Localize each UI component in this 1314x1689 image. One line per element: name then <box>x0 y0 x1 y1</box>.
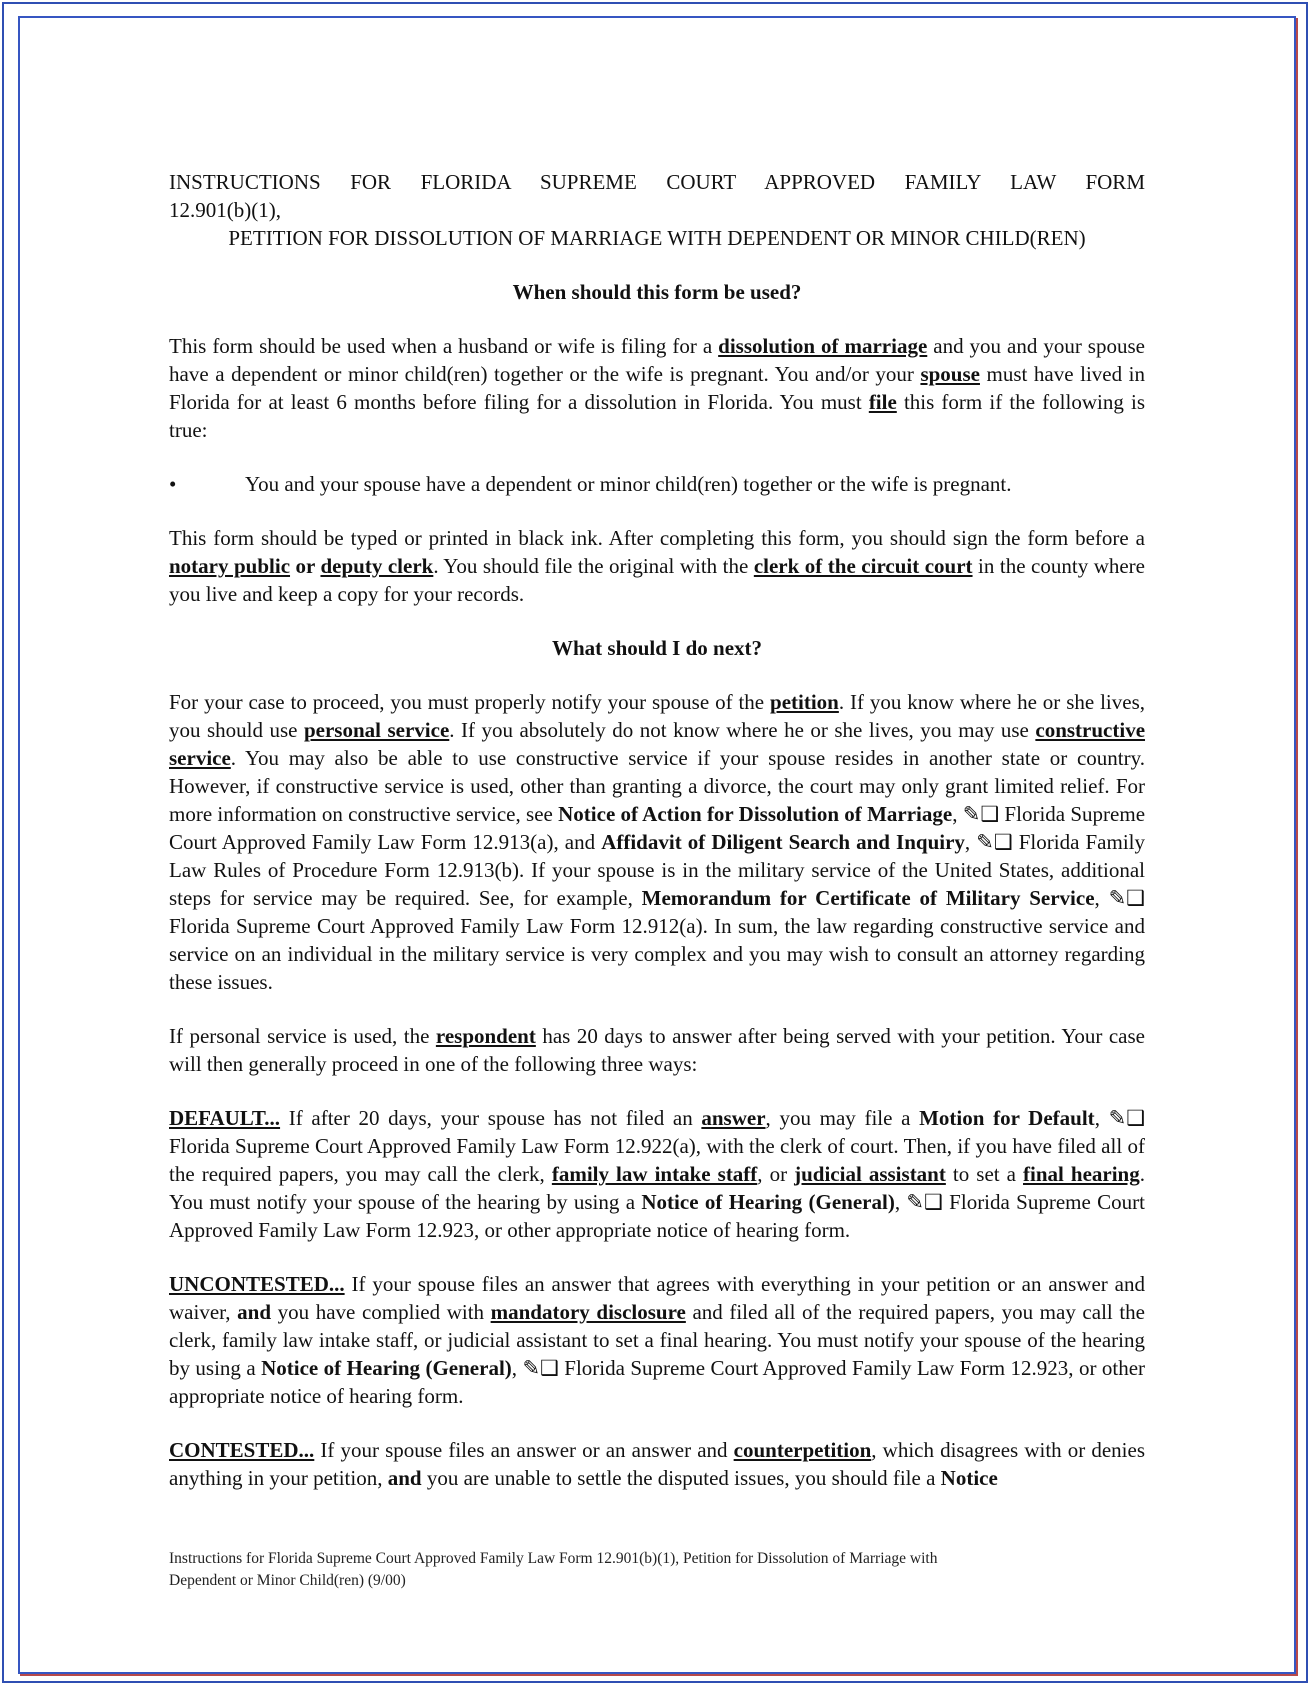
form-name-memorandum: Memorandum for Certificate of Military Service <box>641 886 1095 910</box>
title-line-3: PETITION FOR DISSOLUTION OF MARRIAGE WITH DEPENDENT OR MINOR CHILD(REN) <box>228 226 1086 250</box>
section-heading-when: When should this form be used? <box>512 280 802 304</box>
footer-line-1: Instructions for Florida Supreme Court Approved Family Law Form 12.901(b)(1), Petition for Dissolution of Marriage with <box>169 1550 938 1567</box>
term-file[interactable]: file <box>868 390 897 414</box>
bullet-dot: • <box>169 472 177 496</box>
term-respondent[interactable]: respondent <box>435 1024 536 1048</box>
title-line-1: INSTRUCTIONS FOR FLORIDA SUPREME COURT APPROVED FAMILY LAW FORM <box>169 170 1145 194</box>
document-title <box>169 168 1145 252</box>
term-deputy-clerk[interactable]: deputy clerk <box>320 554 434 578</box>
term-personal-service[interactable]: personal service <box>303 718 450 742</box>
label-uncontested: UNCONTESTED... <box>169 1272 345 1296</box>
paragraph-uncontested: UNCONTESTED... If your spouse files an answer that agrees with everything in your petition or an answer and waiver, and you have complied with mandatory disclosure and filed all of the required papers, you may call the clerk, family law intake staff, or judicial assistant to set a final hearing. You must notify your spouse of the hearing by using a Notice of Hearing (General), ✎❑ Florida Supreme Court Approved Family Law Form 12.923, or other appropriate notice of hearing form. <box>169 1272 1146 1408</box>
term-constructive-service[interactable]: constructive service <box>169 718 1146 770</box>
form-name-notice-of-action: Notice of Action for Dissolution of Marriage <box>558 802 953 826</box>
term-notary-public[interactable]: notary public <box>169 554 291 578</box>
bullet-item <box>169 470 1145 498</box>
term-dissolution-of-marriage[interactable]: dissolution of marriage <box>718 334 928 358</box>
form-name-notice-of-hearing: Notice of Hearing (General) <box>641 1190 895 1214</box>
term-mandatory-disclosure[interactable]: mandatory disclosure <box>490 1300 686 1324</box>
term-judicial-assistant[interactable]: judicial assistant <box>794 1162 946 1186</box>
term-clerk-of-circuit-court[interactable]: clerk of the circuit court <box>753 554 973 578</box>
section-heading-next: What should I do next? <box>551 636 763 660</box>
label-contested: CONTESTED... <box>169 1438 315 1462</box>
term-final-hearing[interactable]: final hearing <box>1023 1162 1140 1186</box>
paragraph-contested: CONTESTED... If your spouse files an answer or an answer and counterpetition, which disagrees with or denies anything in your petition, and you are unable to settle the disputed issues, you should file a Notice <box>169 1438 1145 1490</box>
form-name-motion-default: Motion for Default <box>919 1106 1095 1130</box>
paragraph-when-used: This form should be used when a husband or wife is filing for a dissolution of marriage and you and your spouse have a dependent or minor child(ren) together or the wife is pregnant. You and/or your spouse must have lived in Florida for at least 6 months before filing for a dissolution in Florida. You must file this form if the following is true: <box>169 334 1145 442</box>
term-spouse[interactable]: spouse <box>920 362 980 386</box>
paragraph-service: For your case to proceed, you must properly notify your spouse of the petition. If you know where he or she lives, you should use personal service. If you absolutely do not know where he or she lives, you may use constructive service. You may also be able to use constructive service if your spouse resides in another state or country. However, if constructive service is used, other than granting a divorce, the court may only grant limited relief. For more information on constructive service, see Notice of Action for Dissolution of Marriage, ✎❑ Florida Supreme Court Approved Family Law Form 12.913(a), and Affidavit of Diligent Search and Inquiry, ✎❑ Florida Family Law Rules of Procedure Form 12.913(b). If your spouse is in the military service of the United States, additional steps for service may be required. See, for example, Memorandum for Certificate of Military Service, ✎❑ Florida Supreme Court Approved Family Law Form 12.912(a). In sum, the law regarding constructive service and service on an individual in the military service is very complex and you may wish to consult an attorney regarding these issues. <box>169 690 1146 994</box>
paragraph-typed-printed: This form should be typed or printed in black ink. After completing this form, you should sign the form before a notary public or deputy clerk. You should file the original with the clerk of the circuit court in the county where you live and keep a copy for your records. <box>169 526 1145 606</box>
term-answer[interactable]: answer <box>701 1106 766 1130</box>
term-petition[interactable]: petition <box>770 690 839 714</box>
form-name-affidavit: Affidavit of Diligent Search and Inquiry <box>601 830 965 854</box>
document-page <box>169 168 1145 1518</box>
bullet-text: You and your spouse have a dependent or minor child(ren) together or the wife is pregnant. <box>245 472 1012 496</box>
footer-line-2: Dependent or Minor Child(ren) (9/00) <box>169 1572 406 1589</box>
form-name-notice-of-hearing-2: Notice of Hearing (General) <box>261 1356 512 1380</box>
paragraph-default: DEFAULT... If after 20 days, your spouse has not filed an answer, you may file a Motion for Default, ✎❑ Florida Supreme Court Approved Family Law Form 12.922(a), with the clerk of court. Then, if you have filed all of the required papers, you may call the clerk, family law intake staff, or judicial assistant to set a final hearing. You must notify your spouse of the hearing by using a Notice of Hearing (General), ✎❑ Florida Supreme Court Approved Family Law Form 12.923, or other appropriate notice of hearing form. <box>169 1106 1146 1242</box>
term-counterpetition[interactable]: counterpetition <box>733 1438 872 1462</box>
label-default: DEFAULT... <box>169 1106 281 1130</box>
paragraph-respondent: If personal service is used, the respondent has 20 days to answer after being served with your petition. Your case will then generally proceed in one of the following three ways: <box>169 1024 1145 1076</box>
page-footer <box>169 1548 1069 1592</box>
form-name-notice: Notice <box>940 1466 998 1490</box>
title-line-2: 12.901(b)(1), <box>169 198 281 222</box>
term-family-law-intake-staff[interactable]: family law intake staff <box>551 1162 758 1186</box>
